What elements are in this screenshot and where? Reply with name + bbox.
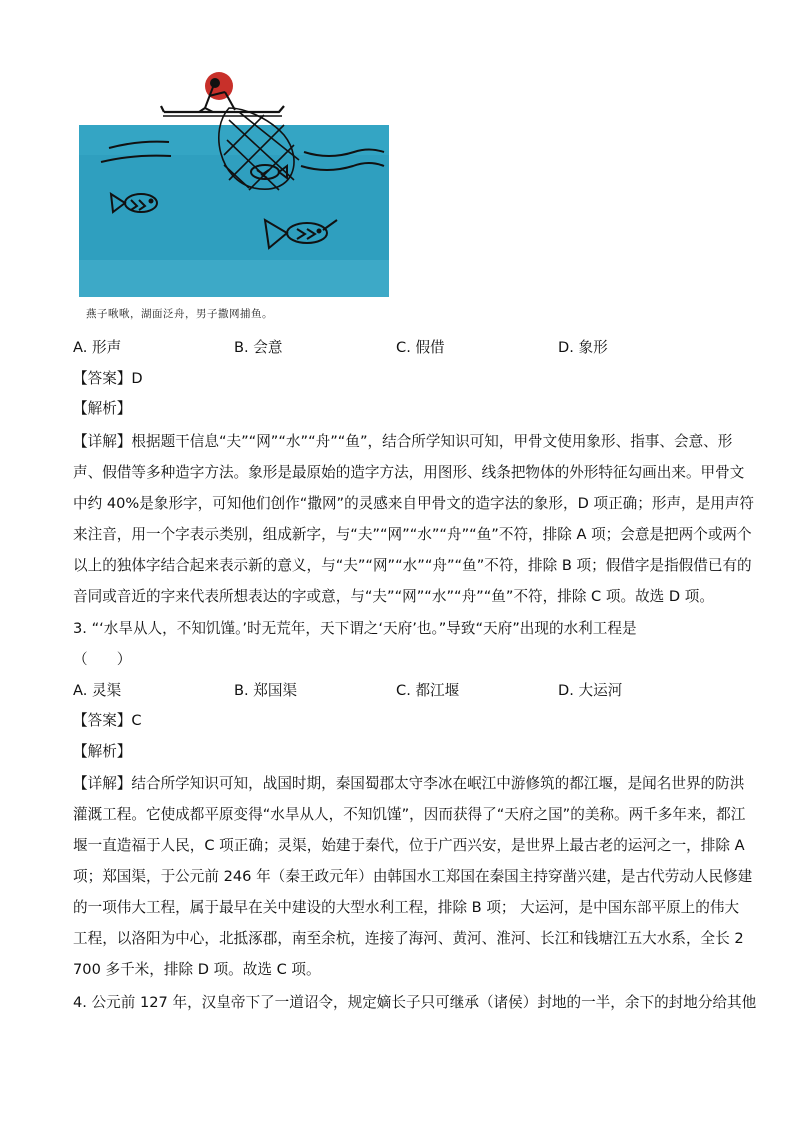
q2-detail-line: 【详解】根据题干信息“夫”“网”“水”“舟”“鱼”，结合所学知识可知，甲骨文使用象形、指事、会意、形 — [73, 433, 733, 450]
q4-stem: 4. 公元前 127 年，汉皇帝下了一道诏令，规定嫡长子只可继承（诸侯）封地的一半，余下的封地分给其他 — [73, 994, 757, 1011]
q3-detail-line: 工程，以洛阳为中心，北抵涿郡，南至余杭，连接了海河、黄河、淮河、长江和钱塘江五大水系，全长 2 — [73, 930, 744, 947]
q2-option-a: A. 形声 — [73, 339, 122, 356]
q3-detail-line: 灌溉工程。它使成都平原变得“水旱从人，不知饥馑”，因而获得了“天府之国”的美称。两千多年来，都江 — [73, 806, 746, 823]
q3-stem-bracket: （ ） — [73, 651, 132, 668]
figure-caption: 燕子啾啾，湖面泛舟，男子撒网捕鱼。 — [86, 308, 273, 320]
q2-option-c: C. 假借 — [396, 339, 445, 356]
q2-detail-line: 中约 40%是象形字，可知他们创作“撒网”的灵感来自甲骨文的造字法的象形，D 项正确；形声，是用声符 — [73, 495, 755, 512]
q2-answer: 【答案】D — [73, 370, 143, 387]
q3-detail-line: 的一项伟大工程，属于最早在关中建设的大型水利工程，排除 B 项； 大运河，是中国东部平原上的伟大 — [73, 899, 740, 916]
q3-option-a: A. 灵渠 — [73, 682, 122, 699]
q3-detail-line: 项；郑国渠，于公元前 246 年（秦王政元年）由韩国水工郑国在秦国主持穿凿兴建，是古代劳动人民修建 — [73, 868, 753, 885]
q3-detail-line: 700 多千米，排除 D 项。故选 C 项。 — [73, 961, 321, 978]
oracle-bone-painting — [79, 70, 389, 328]
q3-stem: 3. “‘水旱从人，不知饥馑。’时无荒年，天下谓之‘天府’也。”导致“天府”出现的水利工程是 — [73, 620, 637, 637]
q2-analysis-label: 【解析】 — [73, 400, 132, 417]
q3-detail-line: 【详解】结合所学知识可知，战国时期，秦国蜀郡太守李冰在岷江中游修筑的都江堰，是闻名世界的防洪 — [73, 775, 745, 792]
q3-option-b: B. 郑国渠 — [234, 682, 298, 699]
q2-option-b: B. 会意 — [234, 339, 283, 356]
boat-shape — [161, 106, 284, 112]
q2-detail-line: 以上的独体字结合起来表示新的意义，与“夫”“网”“水”“舟”“鱼”不符，排除 B 项；假借字是指假借已有的 — [73, 557, 752, 574]
q2-detail-line: 来注音，用一个字表示类别，组成新字，与“夫”“网”“水”“舟”“鱼”不符，排除 A 项；会意是把两个或两个 — [73, 526, 752, 543]
fishing-illustration — [79, 70, 389, 328]
q2-option-d: D. 象形 — [558, 339, 608, 356]
q3-detail-line: 堰一直造福于人民，C 项正确；灵渠，始建于秦代，位于广西兴安，是世界上最古老的运河之一，排除 A — [73, 837, 745, 854]
q3-option-d: D. 大运河 — [558, 682, 623, 699]
q3-answer: 【答案】C — [73, 712, 142, 729]
q3-option-c: C. 都江堰 — [396, 682, 460, 699]
q2-detail-line: 声、假借等多种造字方法。象形是最原始的造字方法，用图形、线条把物体的外形特征勾画出来。甲骨文 — [73, 464, 745, 481]
q3-analysis-label: 【解析】 — [73, 743, 132, 760]
q2-detail-line: 音同或音近的字来代表所想表达的字或意，与“夫”“网”“水”“舟”“鱼”不符，排除 C 项。故选 D 项。 — [73, 588, 714, 605]
